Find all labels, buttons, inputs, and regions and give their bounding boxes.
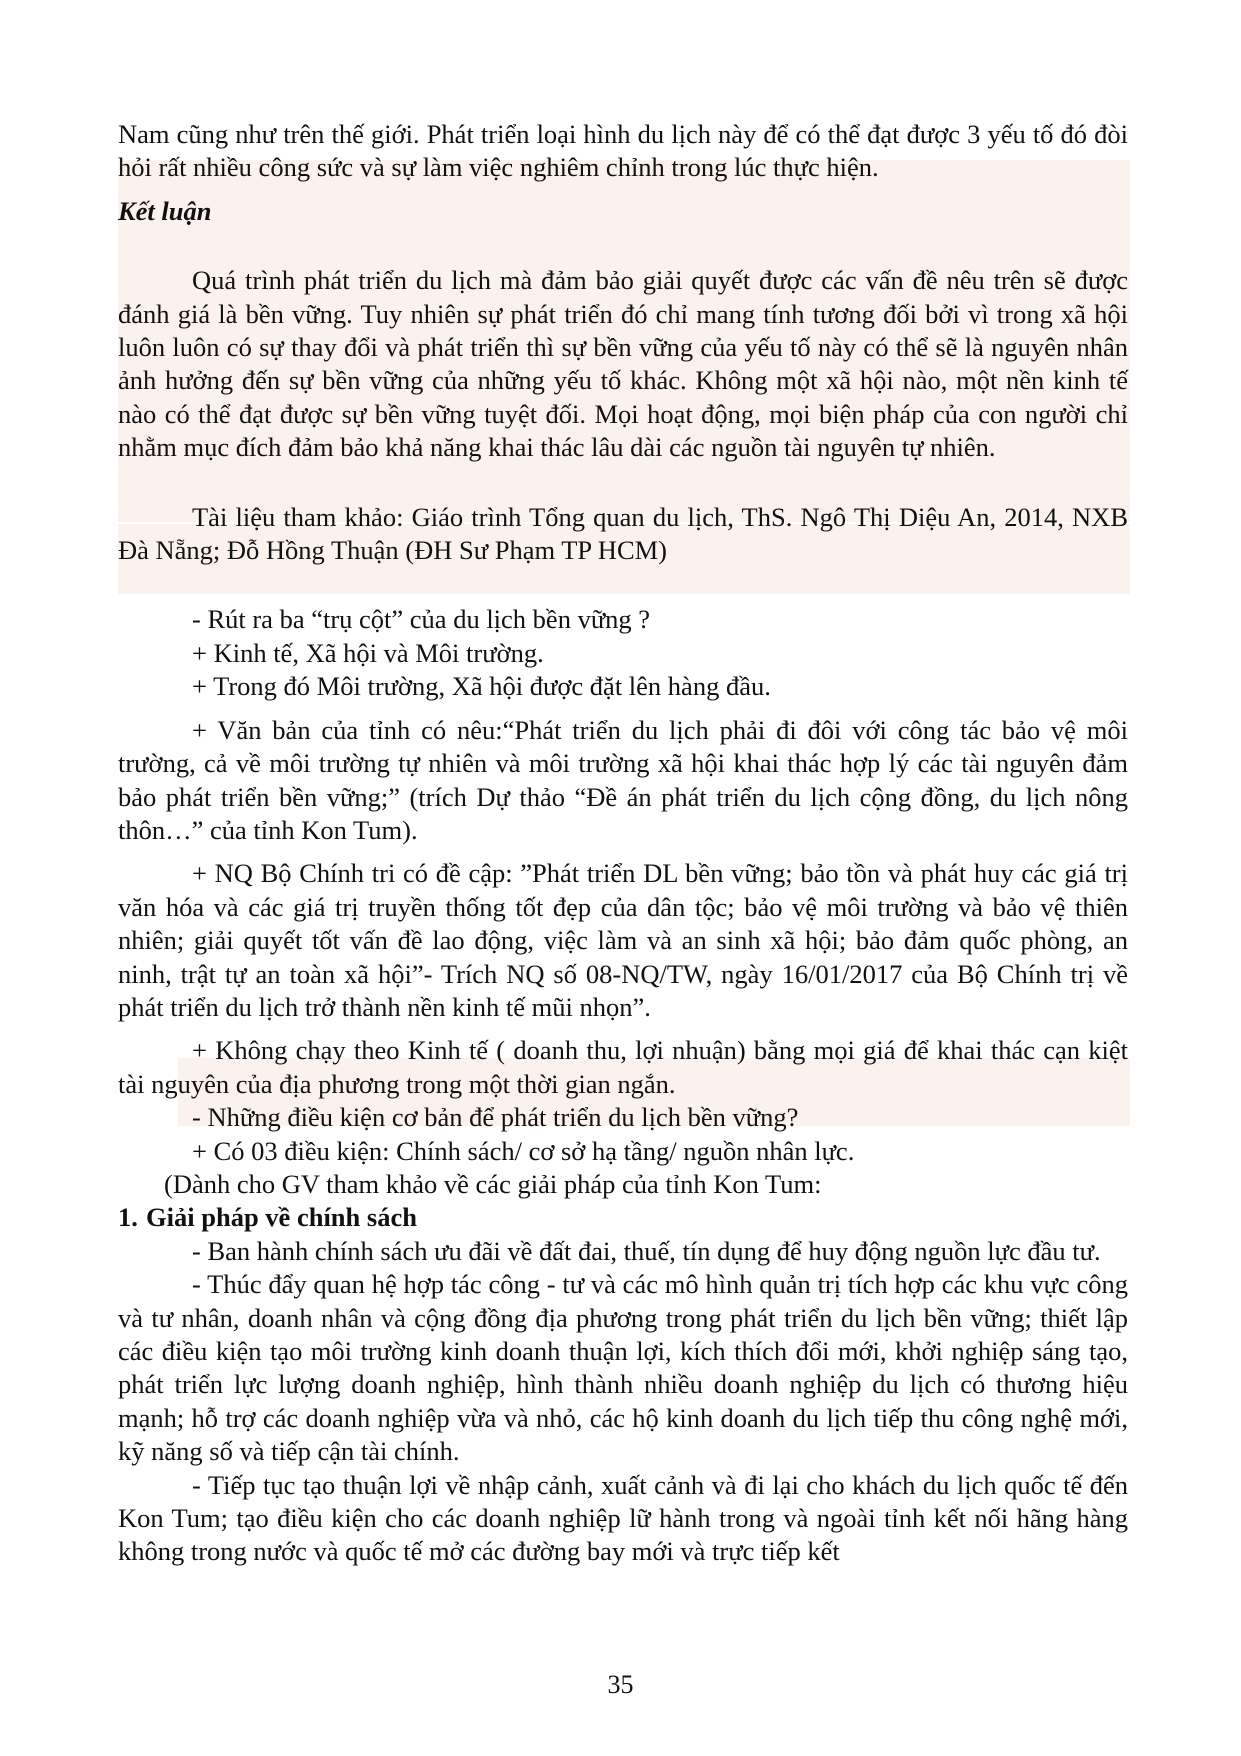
teacher-note: (Dành cho GV tham khảo về các giải pháp của tỉnh Kon Tum: <box>164 1168 822 1199</box>
policy-heading-number: 1. <box>118 1202 138 1233</box>
policy-item-1: - Ban hành chính sách ưu đãi về đất đai, thuế, tín dụng để huy động nguồn lực đầu tư. <box>192 1235 1101 1266</box>
reference-paragraph: Tài liệu tham khảo: Giáo trình Tổng quan du lịch, ThS. Ngô Thị Diệu An, 2014, NXB Đà Nẵng; Đỗ Hồng Thuận (ĐH Sư Phạm TP HCM) <box>118 501 1128 566</box>
body-text <box>118 118 1128 1569</box>
policy-item-3: - Tiếp tục tạo thuận lợi về nhập cảnh, xuất cảnh và đi lại cho khách du lịch quốc tế đến Kon Tum; tạo điều kiện cho các doanh nghiệp lữ hành trong và ngoài tỉnh kết nối hãng hàng không trong nước và quốc tế mở các đường bay mới và trực tiếp kết <box>118 1469 1128 1567</box>
policy-heading-text: Giải pháp về chính sách <box>146 1202 417 1233</box>
pillars-answer-1: + Kinh tế, Xã hội và Môi trường. <box>192 637 544 668</box>
province-quote-paragraph: + Văn bản của tỉnh có nêu:“Phát triển du lịch phải đi đôi với công tác bảo vệ môi trường, cả về môi trường tự nhiên và môi trường xã hội khai thác hợp lý các tài nguyên đảm bảo phát triển bền vững;” (trích Dự thảo “Đề án phát triển du lịch cộng đồng, du lịch nông thôn…” của tỉnh Kon Tum). <box>118 714 1128 845</box>
pillars-answer-2: + Trong đó Môi trường, Xã hội được đặt lên hàng đầu. <box>192 671 771 702</box>
conclusion-paragraph: Quá trình phát triển du lịch mà đảm bảo giải quyết được các vấn đề nêu trên sẽ được đánh giá là bền vững. Tuy nhiên sự phát triển đó chỉ mang tính tương đối bởi vì trong xã hội luôn luôn có sự thay đổi và phát triển thì sự bền vững của yếu tố này có thể sẽ là nguyên nhân ảnh hưởng đến sự bền vững của những yếu tố khác. Không một xã hội nào, một nền kinh tế nào có thể đạt được sự bền vững tuyệt đối. Mọi hoạt động, mọi biện pháp của con người chỉ nhằm mục đích đảm bảo khả năng khai thác lâu dài các nguồn tài nguyên tự nhiên. <box>118 265 1128 463</box>
resolution-quote-paragraph: + NQ Bộ Chính tri có đề cập: ”Phát triển DL bền vững; bảo tồn và phát huy các giá trị văn hóa và các giá trị truyền thống tốt đẹp của dân tộc; bảo vệ môi trường và bảo vệ thiên nhiên; giải quyết tốt vấn đề lao động, việc làm và an sinh xã hội; bảo đảm quốc phòng, an ninh, trật tự an toàn xã hội”- Trích NQ số 08-NQ/TW, ngày 16/01/2017 của Bộ Chính trị về phát triển du lịch trở thành nền kinh tế mũi nhọn”. <box>118 858 1128 1022</box>
intro-paragraph: Nam cũng như trên thế giới. Phát triển loại hình du lịch này để có thể đạt được 3 yếu tố đó đòi hỏi rất nhiều công sức và sự làm việc nghiêm chỉnh trong lúc thực hiện. <box>118 119 1128 183</box>
page-number: 35 <box>607 1670 634 1699</box>
conditions-question: - Những điều kiện cơ bản để phát triển du lịch bền vững? <box>192 1102 799 1133</box>
conclusion-heading: Kết luận <box>118 195 212 226</box>
policy-item-2: - Thúc đẩy quan hệ hợp tác công - tư và các mô hình quản trị tích hợp các khu vực công và tư nhân, doanh nhân và cộng đồng địa phương trong phát triển du lịch bền vững; thiết lập các điều kiện tạo môi trường kinh doanh thuận lợi, kích thích đổi mới, khởi nghiệp sáng tạo, phát triển lực lượng doanh nghiệp, hình thành nhiều doanh nghiệp du lịch có thương hiệu mạnh; hỗ trợ các doanh nghiệp vừa và nhỏ, các hộ kinh doanh du lịch tiếp thu công nghệ mới, kỹ năng số và tiếp cận tài chính. <box>118 1269 1128 1467</box>
economy-note-paragraph: + Không chạy theo Kinh tế ( doanh thu, lợi nhuận) bằng mọi giá để khai thác cạn kiệt tài nguyên của địa phương trong một thời gian ngắn. <box>118 1035 1128 1099</box>
pillars-question: - Rút ra ba “trụ cột” của du lịch bền vững ? <box>192 604 651 635</box>
policy-heading <box>118 1201 1128 1234</box>
conditions-answer: + Có 03 điều kiện: Chính sách/ cơ sở hạ tầng/ nguồn nhân lực. <box>192 1135 855 1166</box>
